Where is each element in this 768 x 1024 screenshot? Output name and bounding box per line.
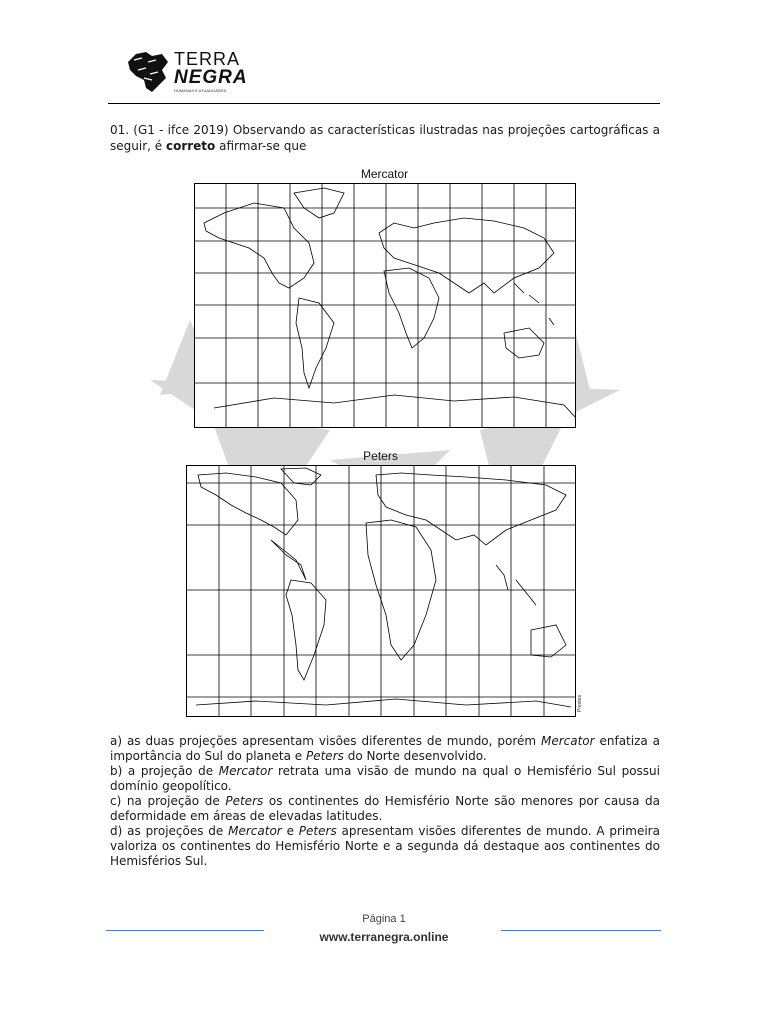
option-d-text3: apresentam visões diferentes de mundo. A primeira valoriza os continentes do Hemisfério Norte e a segunda dá destaque aos continentes do Hemisférios Sul. bbox=[110, 824, 660, 868]
option-c-label: c) bbox=[110, 794, 122, 808]
option-a-text2: enfatiza a importância do Sul do planeta e bbox=[110, 734, 660, 763]
option-b[interactable] bbox=[110, 764, 660, 794]
question-text bbox=[110, 122, 660, 154]
footer-website-link[interactable]: www.terranegra.online bbox=[319, 930, 449, 944]
mercator-map bbox=[194, 183, 576, 428]
option-d-text1: as projeções de bbox=[127, 824, 224, 838]
option-d-italic1: Mercator bbox=[228, 824, 282, 838]
option-a-italic1: Mercator bbox=[540, 734, 595, 748]
peters-map bbox=[186, 465, 576, 717]
option-d-label: d) bbox=[110, 824, 123, 838]
page-number: Página 1 bbox=[362, 913, 406, 925]
option-c-text2: os continentes do Hemisfério Norte são menores por causa da deformidade em áreas de elevadas latitudes. bbox=[110, 794, 660, 823]
option-b-text1: a projeção de bbox=[127, 764, 214, 778]
mercator-title: Mercator bbox=[360, 167, 409, 181]
option-a-italic2: Peters bbox=[305, 749, 344, 763]
logo-text-negra: NEGRA bbox=[174, 67, 248, 88]
peters-title: Peters bbox=[363, 449, 398, 463]
question-source: (G1 - ifce 2019) bbox=[133, 123, 229, 137]
question-text-before: Observando as características ilustradas nas projeções cartográficas a seguir, é bbox=[110, 123, 660, 153]
peters-credit: Prestes bbox=[577, 695, 583, 712]
option-a-text1: as duas projeções apresentam visões diferentes de mundo, porém bbox=[126, 734, 537, 748]
option-c-text1: na projeção de bbox=[126, 794, 220, 808]
option-c-italic1: Peters bbox=[225, 794, 264, 808]
option-a-label: a) bbox=[110, 734, 123, 748]
option-b-text2: retrata uma visão de mundo na qual o Hemisfério Sul possui domínio geopolítico. bbox=[110, 764, 660, 793]
option-a-text3: do Norte desenvolvido. bbox=[347, 749, 487, 763]
option-a[interactable] bbox=[110, 734, 660, 764]
answer-options bbox=[110, 734, 660, 869]
header-divider bbox=[108, 103, 660, 104]
question-number: 01. bbox=[110, 123, 130, 137]
option-d-text2: e bbox=[286, 824, 294, 838]
africa-map-icon bbox=[122, 48, 170, 94]
option-c[interactable] bbox=[110, 794, 660, 824]
option-b-italic1: Mercator bbox=[218, 764, 273, 778]
terra-negra-logo bbox=[122, 48, 248, 96]
option-d-italic2: Peters bbox=[298, 824, 337, 838]
logo-tagline: HUMANAS E ATUALIDADES bbox=[174, 88, 227, 93]
question-bold-word: correto bbox=[165, 139, 216, 153]
option-b-label: b) bbox=[110, 764, 123, 778]
option-d[interactable] bbox=[110, 824, 660, 869]
logo-text-terra: TERRA bbox=[174, 49, 241, 69]
question-text-after: afirmar-se que bbox=[219, 139, 307, 153]
